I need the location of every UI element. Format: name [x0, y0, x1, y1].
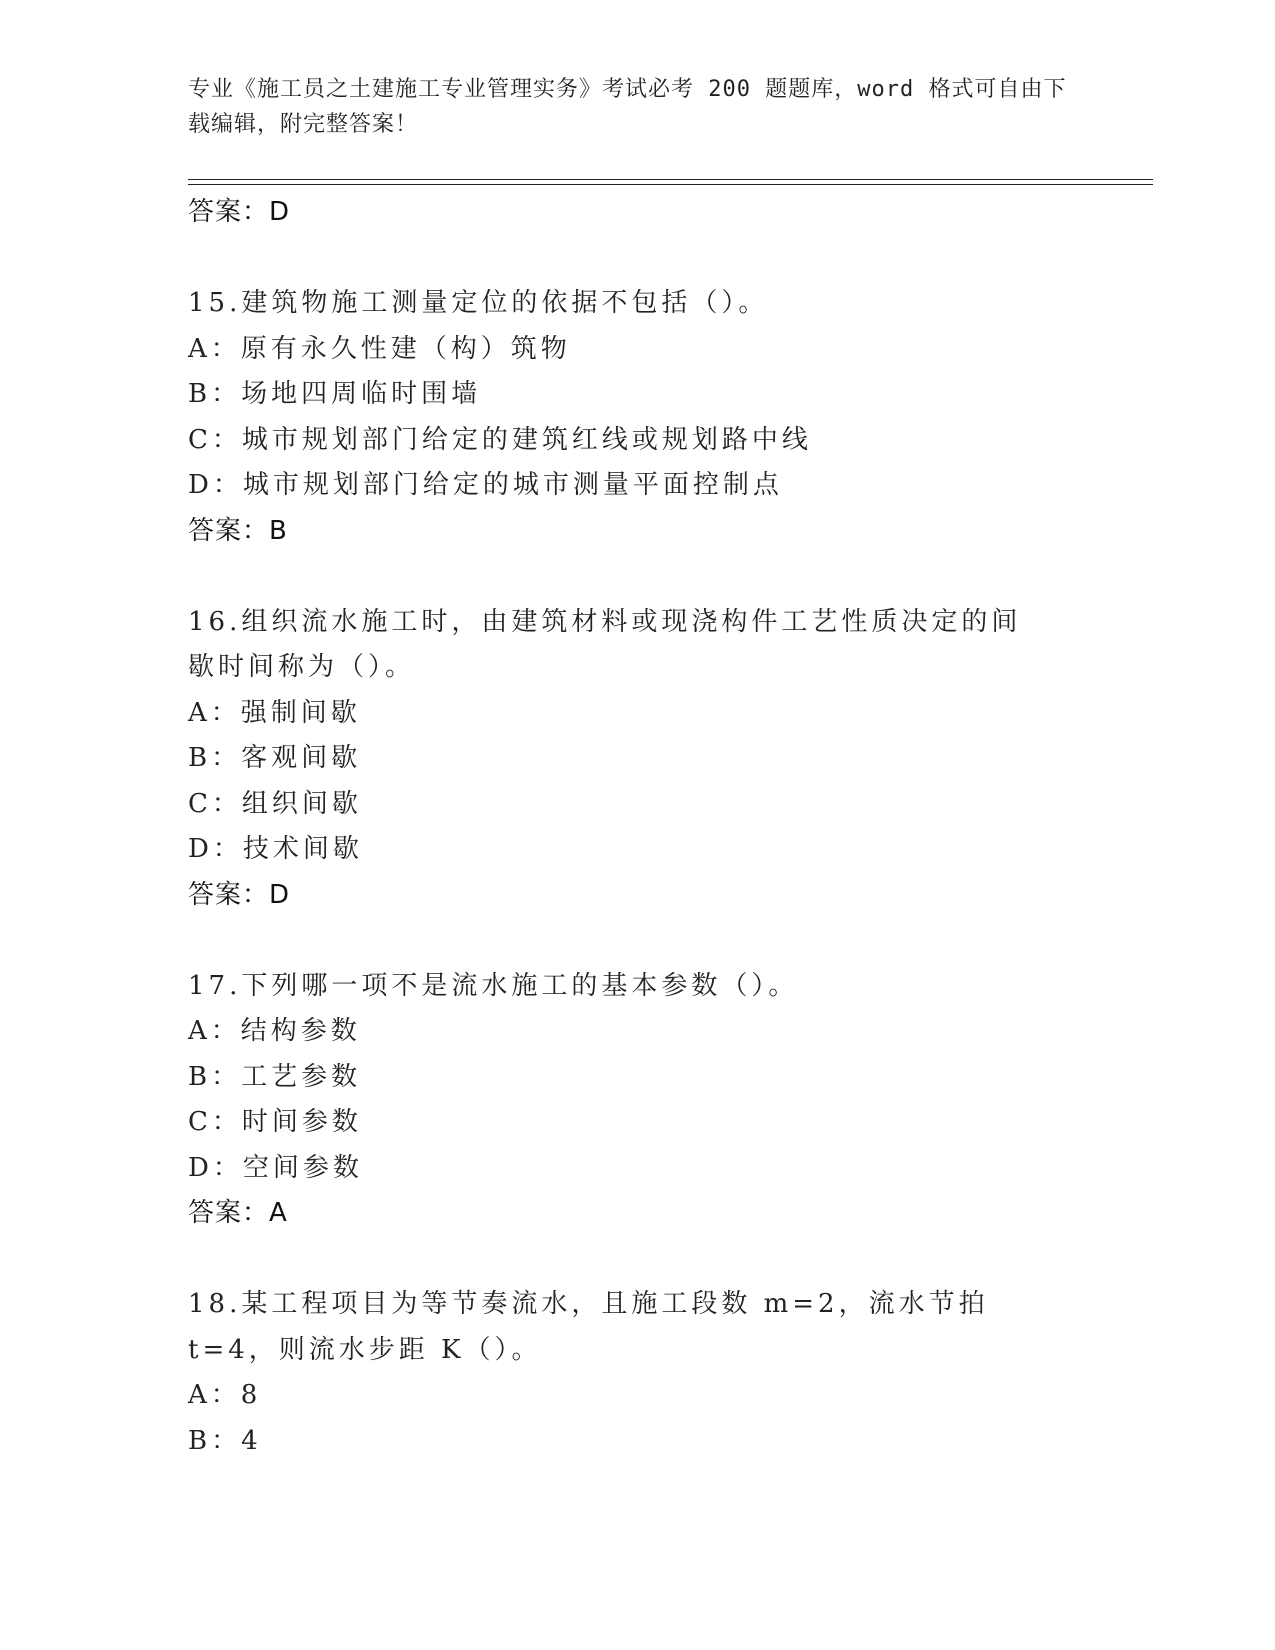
- option-a: A：原有永久性建（构）筑物: [188, 333, 571, 364]
- answer-line: 答案：D: [188, 197, 291, 227]
- option-b: B：工艺参数: [188, 1061, 362, 1092]
- question-text: 17.下列哪一项不是流水施工的基本参数（）。: [188, 970, 799, 1001]
- question-list: [188, 190, 1108, 1464]
- page-header: 专业《施工员之土建施工专业管理实务》考试必考 200 题题库，word 格式可自由下载编辑，附完整答案！: [188, 77, 1067, 137]
- header-rule-top: [188, 179, 1153, 180]
- option-a: A：结构参数: [188, 1016, 361, 1046]
- spacer: [188, 918, 1108, 964]
- question-block-17: [188, 964, 1108, 1237]
- option-d: D：技术间歇: [188, 834, 363, 864]
- question-block-16: [188, 600, 1108, 919]
- option-c: C：城市规划部门给定的建筑红线或规划路中线: [188, 424, 812, 455]
- spacer: [188, 236, 1108, 282]
- question-block-15: [188, 281, 1108, 554]
- option-a: A：强制间歇: [188, 697, 361, 728]
- option-c: C：组织间歇: [188, 788, 362, 819]
- question-block-18: [188, 1282, 1108, 1464]
- answer-line: 答案：B: [188, 515, 288, 546]
- option-b: B：场地四周临时围墙: [188, 379, 482, 409]
- option-b: B：4: [188, 1425, 262, 1456]
- spacer: [188, 554, 1108, 600]
- question-text: 16.组织流水施工时，由建筑材料或现浇构件工艺性质决定的间歇时间称为（）。: [188, 606, 1022, 682]
- option-d: D：城市规划部门给定的城市测量平面控制点: [188, 470, 783, 500]
- answer-line: 答案：D: [188, 879, 291, 910]
- option-d: D：空间参数: [188, 1152, 363, 1183]
- option-b: B：客观间歇: [188, 743, 362, 773]
- option-a: A：8: [188, 1380, 262, 1410]
- question-text: 15.建筑物施工测量定位的依据不包括（）。: [188, 288, 769, 318]
- header-rule-bottom: [188, 184, 1153, 185]
- answer-line: 答案：A: [188, 1198, 288, 1228]
- option-c: C：时间参数: [188, 1107, 362, 1137]
- spacer: [188, 1237, 1108, 1283]
- question-text: 18.某工程项目为等节奏流水，且施工段数 m=2，流水节拍 t=4，则流水步距 K（）。: [188, 1289, 989, 1365]
